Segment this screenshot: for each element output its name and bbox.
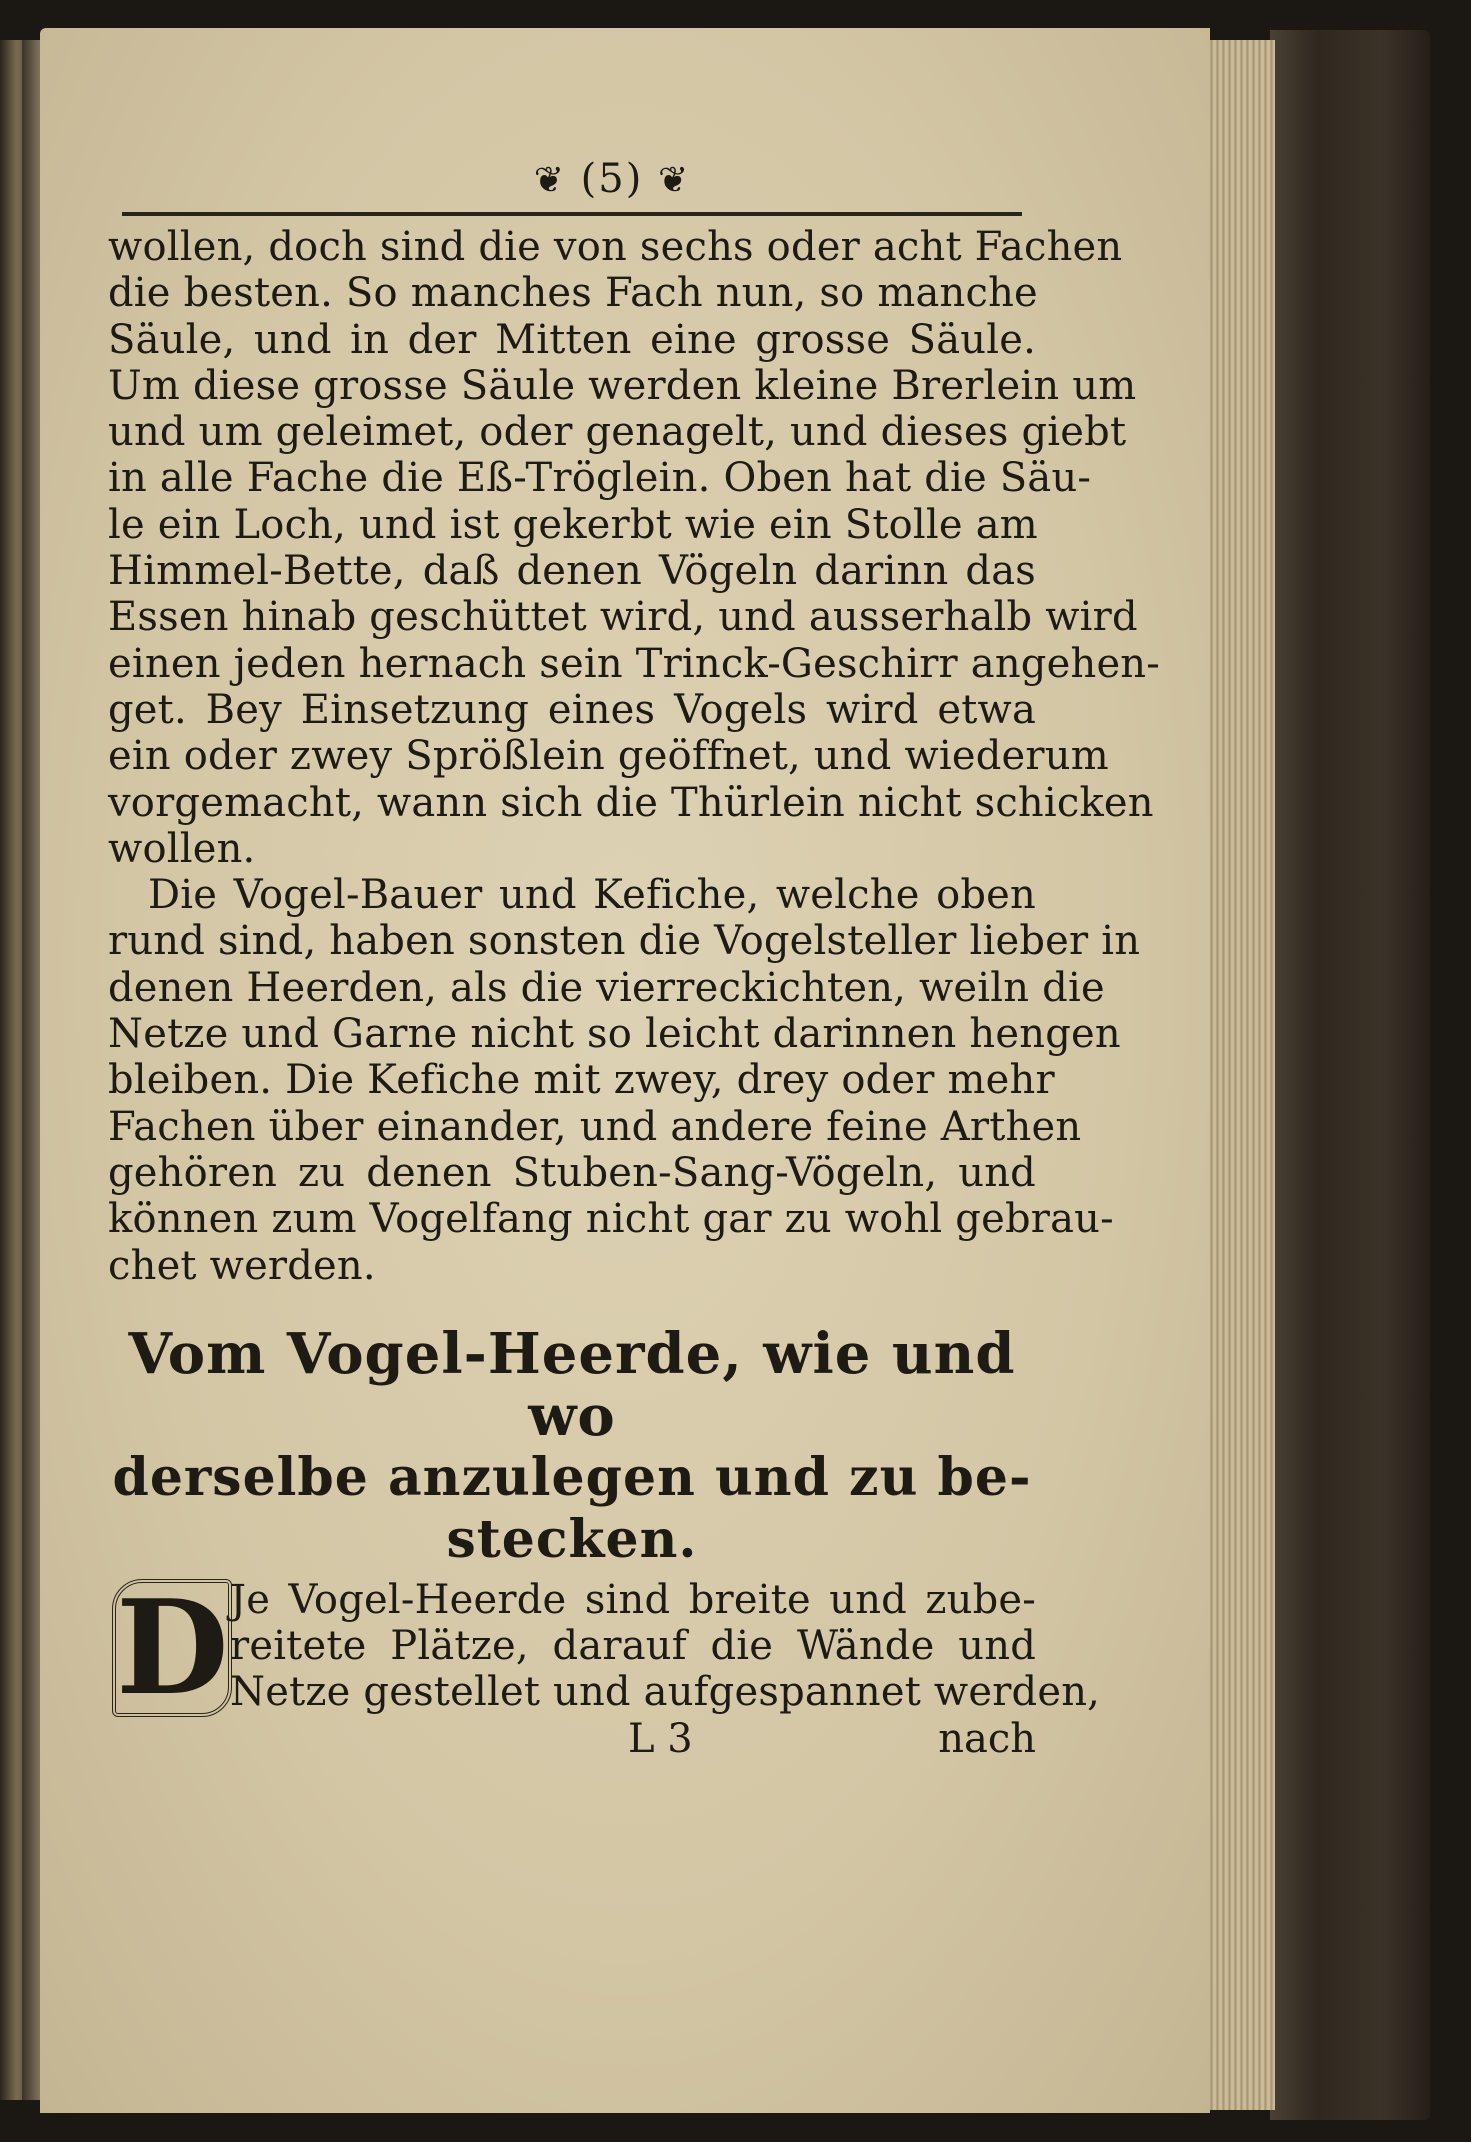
- page-number: (5): [580, 156, 644, 202]
- text-line: vorgemacht, wann sich die Thürlein nicht schicken: [108, 779, 1154, 826]
- catchword: nach: [938, 1715, 1036, 1762]
- paragraph-3: [108, 1570, 1101, 1724]
- text-line: Essen hinab geschüttet wird, und ausserhalb wird: [108, 594, 1138, 641]
- text-line: Je Vogel-Heerde sind breite und zube-: [230, 1576, 1036, 1623]
- text-line: können zum Vogelfang nicht gar zu wohl gebrau-: [108, 1196, 1114, 1243]
- text-line: Himmel-Bette, daß denen Vögeln darinn das: [108, 548, 1036, 595]
- text-line: reitete Plätze, darauf die Wände und: [230, 1623, 1036, 1670]
- drop-cap-initial: D: [112, 1579, 232, 1717]
- text-line: einen jeden hernach sein Trinck-Geschirr angehen-: [108, 640, 1160, 687]
- section-heading-line: Vom Vogel-Heerde, wie und wo: [128, 1320, 1016, 1449]
- text-line: get. Bey Einsetzung eines Vogels wird etwa: [108, 686, 1036, 733]
- text-line: le ein Loch, und ist gekerbt wie ein Stolle am: [108, 501, 1038, 548]
- signature-mark: L 3: [628, 1715, 693, 1762]
- text-line: Säule, und in der Mitten eine grosse Säule.: [108, 316, 1036, 363]
- text-line: ein oder zwey Sprößlein geöffnet, und wiederum: [108, 733, 1109, 780]
- text-line: chet werden.: [108, 1242, 376, 1289]
- text-line: die besten. So manches Fach nun, so manche: [108, 270, 1038, 317]
- text-line: Um diese grosse Säule werden kleine Brerlein um: [108, 362, 1137, 409]
- text-line: Netze gestellet und aufgespannet werden,: [230, 1669, 1101, 1716]
- page-text: [108, 150, 1160, 1762]
- text-line: in alle Fache die Eß-Tröglein. Oben hat die Säu-: [108, 455, 1092, 502]
- text-line: und um geleimet, oder genagelt, und dieses giebt: [108, 409, 1127, 456]
- ornament-right-icon: ❦: [658, 160, 691, 201]
- text-line: Netze und Garne nicht so leicht darinnen hengen: [108, 1011, 1121, 1058]
- page-header: [188, 150, 1036, 208]
- text-line: rund sind, haben sonsten die Vogelsteller lieber in: [108, 918, 1141, 965]
- book-cover-edge: [1270, 30, 1430, 2120]
- text-line: Fachen über einander, und andere feine Arthen: [108, 1103, 1082, 1150]
- text-line: wollen.: [108, 825, 256, 872]
- text-line: gehören zu denen Stuben-Sang-Vögeln, und: [108, 1149, 1036, 1196]
- text-line: wollen, doch sind die von sechs oder acht Fachen: [108, 224, 1123, 270]
- ornament-left-icon: ❦: [533, 160, 566, 201]
- section-heading: [108, 1320, 1036, 1571]
- text-line: denen Heerden, als die vierreckichten, weiln die: [108, 964, 1105, 1011]
- text-line: Die Vogel-Bauer und Kefiche, welche oben: [148, 872, 1036, 919]
- paragraph-2: [108, 872, 1141, 1289]
- section-heading-line: stecken.: [446, 1508, 698, 1570]
- page-footer: [108, 1716, 1036, 1762]
- section-heading-line: derselbe anzulegen und zu be-: [112, 1446, 1032, 1508]
- header-rule: [122, 212, 1022, 216]
- text-line: bleiben. Die Kefiche mit zwey, drey oder mehr: [108, 1057, 1055, 1104]
- paragraph-1: [108, 224, 1160, 872]
